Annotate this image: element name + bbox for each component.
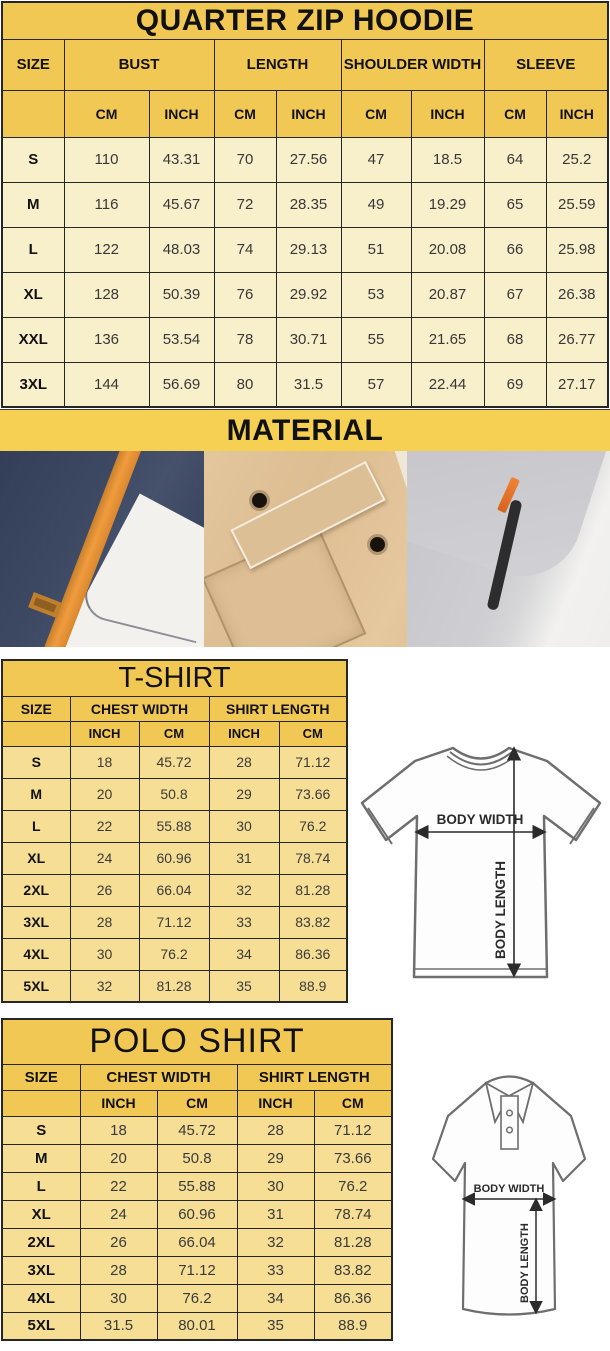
- hoodie-length-cm-cell: 72: [214, 182, 276, 227]
- polo-length-inch-cell: 34: [237, 1284, 314, 1312]
- hoodie-col-size: SIZE: [2, 39, 64, 90]
- hoodie-size-cell: XL: [2, 272, 64, 317]
- tshirt-empty-header-cell: [2, 721, 70, 746]
- body-length-label: BODY LENGTH: [519, 1223, 531, 1303]
- tshirt-size-cell: 4XL: [2, 938, 70, 970]
- tshirt-length-inch-cell: 31: [209, 842, 279, 874]
- tshirt-chest-inch-cell: 22: [70, 810, 139, 842]
- hoodie-col-bust: BUST: [64, 39, 214, 90]
- hoodie-size-cell: 3XL: [2, 362, 64, 407]
- tshirt-col-size: SIZE: [2, 696, 70, 721]
- polo-chest-cm-header: CM: [157, 1090, 237, 1116]
- polo-chest-cm-cell: 71.12: [157, 1256, 237, 1284]
- hoodie-shoulder-cm-cell: 51: [341, 227, 411, 272]
- polo-size-cell: M: [2, 1144, 80, 1172]
- tshirt-size-cell: S: [2, 746, 70, 778]
- polo-length-cm-cell: 81.28: [314, 1228, 392, 1256]
- pocket-button-right: [370, 537, 385, 552]
- tshirt-table-row: [2, 906, 347, 938]
- polo-measurement-diagram: [396, 1056, 608, 1347]
- hoodie-bust-cm-header: CM: [64, 90, 149, 137]
- tshirt-table-row: [2, 810, 347, 842]
- pocket-button-left: [252, 493, 267, 508]
- polo-length-cm-cell: 78.74: [314, 1200, 392, 1228]
- polo-size-cell: L: [2, 1172, 80, 1200]
- polo-length-cm-cell: 71.12: [314, 1116, 392, 1144]
- polo-chest-cm-cell: 76.2: [157, 1284, 237, 1312]
- polo-chest-cm-cell: 60.96: [157, 1200, 237, 1228]
- body-width-label: BODY WIDTH: [436, 812, 524, 827]
- tshirt-length-inch-cell: 32: [209, 874, 279, 906]
- polo-chest-cm-cell: 45.72: [157, 1116, 237, 1144]
- hoodie-col-shoulder-width: SHOULDER WIDTH: [341, 39, 484, 90]
- hoodie-col-sleeve: SLEEVE: [484, 39, 608, 90]
- tshirt-table-row: [2, 778, 347, 810]
- hoodie-shoulder-cm-cell: 53: [341, 272, 411, 317]
- hoodie-length-inch-cell: 30.71: [276, 317, 341, 362]
- tshirt-length-inch-cell: 30: [209, 810, 279, 842]
- body-width-label: BODY WIDTH: [473, 1183, 545, 1195]
- polo-chest-inch-header: INCH: [80, 1090, 157, 1116]
- polo-chest-inch-cell: 22: [80, 1172, 157, 1200]
- polo-table-row: [2, 1116, 392, 1144]
- hoodie-bust-inch-cell: 53.54: [149, 317, 214, 362]
- hoodie-shoulder-inch-cell: 19.29: [411, 182, 484, 227]
- tshirt-length-cm-cell: 73.66: [279, 778, 347, 810]
- polo-table-row: [2, 1256, 392, 1284]
- tshirt-chest-inch-header: INCH: [70, 721, 139, 746]
- grey-fleece-zip-pocket-photo: [407, 451, 610, 647]
- hoodie-shoulder-cm-header: CM: [341, 90, 411, 137]
- hoodie-sleeve-inch-cell: 25.98: [546, 227, 608, 272]
- hoodie-length-cm-cell: 76: [214, 272, 276, 317]
- polo-length-cm-header: CM: [314, 1090, 392, 1116]
- polo-col-shirt-length: SHIRT LENGTH: [237, 1064, 392, 1090]
- tshirt-size-cell: L: [2, 810, 70, 842]
- hoodie-table-row: [2, 182, 608, 227]
- polo-length-inch-cell: 35: [237, 1312, 314, 1340]
- polo-chest-cm-cell: 66.04: [157, 1228, 237, 1256]
- tshirt-chest-cm-cell: 60.96: [139, 842, 209, 874]
- tshirt-length-inch-header: INCH: [209, 721, 279, 746]
- polo-placket: [501, 1096, 518, 1149]
- hoodie-length-cm-cell: 80: [214, 362, 276, 407]
- tshirt-size-cell: 5XL: [2, 970, 70, 1002]
- tshirt-chest-inch-cell: 18: [70, 746, 139, 778]
- hoodie-sleeve-inch-cell: 26.38: [546, 272, 608, 317]
- hoodie-length-cm-header: CM: [214, 90, 276, 137]
- strap-buckle: [28, 592, 62, 618]
- tshirt-chest-inch-cell: 32: [70, 970, 139, 1002]
- polo-chart-title: POLO SHIRT: [2, 1019, 392, 1064]
- tshirt-chest-cm-header: CM: [139, 721, 209, 746]
- hoodie-sleeve-inch-cell: 25.2: [546, 137, 608, 182]
- tshirt-chest-inch-cell: 28: [70, 906, 139, 938]
- hoodie-bust-inch-cell: 43.31: [149, 137, 214, 182]
- hoodie-shoulder-inch-header: INCH: [411, 90, 484, 137]
- hoodie-table-row: [2, 137, 608, 182]
- hoodie-sleeve-cm-cell: 64: [484, 137, 546, 182]
- tshirt-col-shirt-length: SHIRT LENGTH: [209, 696, 347, 721]
- polo-size-cell: 5XL: [2, 1312, 80, 1340]
- hoodie-sleeve-inch-cell: 26.77: [546, 317, 608, 362]
- polo-table-row: [2, 1284, 392, 1312]
- hoodie-shoulder-cm-cell: 49: [341, 182, 411, 227]
- tshirt-table-row: [2, 938, 347, 970]
- hoodie-length-cm-cell: 74: [214, 227, 276, 272]
- hoodie-shoulder-inch-cell: 22.44: [411, 362, 484, 407]
- hoodie-sleeve-cm-cell: 67: [484, 272, 546, 317]
- tshirt-length-cm-cell: 83.82: [279, 906, 347, 938]
- tshirt-chest-cm-cell: 50.8: [139, 778, 209, 810]
- tshirt-size-cell: 2XL: [2, 874, 70, 906]
- tshirt-chest-cm-cell: 45.72: [139, 746, 209, 778]
- polo-col-size: SIZE: [2, 1064, 80, 1090]
- hoodie-bust-inch-cell: 56.69: [149, 362, 214, 407]
- hoodie-length-inch-cell: 27.56: [276, 137, 341, 182]
- hoodie-size-chart: [1, 1, 609, 408]
- hoodie-bust-inch-header: INCH: [149, 90, 214, 137]
- hoodie-bust-cm-cell: 136: [64, 317, 149, 362]
- polo-length-cm-cell: 76.2: [314, 1172, 392, 1200]
- polo-chest-cm-cell: 50.8: [157, 1144, 237, 1172]
- tshirt-size-cell: 3XL: [2, 906, 70, 938]
- hoodie-bust-inch-cell: 45.67: [149, 182, 214, 227]
- tshirt-length-cm-cell: 81.28: [279, 874, 347, 906]
- khaki-button-flap-pocket-photo: [204, 451, 407, 647]
- hoodie-sleeve-cm-cell: 68: [484, 317, 546, 362]
- polo-table-row: [2, 1200, 392, 1228]
- tshirt-chest-cm-cell: 55.88: [139, 810, 209, 842]
- polo-length-inch-cell: 28: [237, 1116, 314, 1144]
- navy-fleece-orange-zip-pull-photo: [0, 451, 204, 647]
- polo-size-cell: XL: [2, 1200, 80, 1228]
- polo-section: [0, 1018, 610, 1347]
- polo-table-row: [2, 1172, 392, 1200]
- tshirt-section: [0, 659, 610, 1006]
- tshirt-chest-cm-cell: 76.2: [139, 938, 209, 970]
- hoodie-sleeve-inch-cell: 27.17: [546, 362, 608, 407]
- tshirt-length-inch-cell: 29: [209, 778, 279, 810]
- hoodie-length-cm-cell: 70: [214, 137, 276, 182]
- tshirt-col-chest-width: CHEST WIDTH: [70, 696, 209, 721]
- hoodie-bust-cm-cell: 144: [64, 362, 149, 407]
- hoodie-sleeve-cm-cell: 65: [484, 182, 546, 227]
- hoodie-length-inch-header: INCH: [276, 90, 341, 137]
- tshirt-length-cm-cell: 88.9: [279, 970, 347, 1002]
- hoodie-shoulder-cm-cell: 55: [341, 317, 411, 362]
- tshirt-length-cm-header: CM: [279, 721, 347, 746]
- tshirt-chest-cm-cell: 81.28: [139, 970, 209, 1002]
- polo-length-inch-cell: 33: [237, 1256, 314, 1284]
- tshirt-table-row: [2, 842, 347, 874]
- hoodie-shoulder-inch-cell: 20.87: [411, 272, 484, 317]
- hoodie-shoulder-inch-cell: 18.5: [411, 137, 484, 182]
- polo-length-cm-cell: 88.9: [314, 1312, 392, 1340]
- hoodie-chart-title: QUARTER ZIP HOODIE: [2, 2, 608, 39]
- polo-chest-inch-cell: 18: [80, 1116, 157, 1144]
- hoodie-table-row: [2, 227, 608, 272]
- tshirt-size-chart: [1, 659, 348, 1003]
- hoodie-table-row: [2, 317, 608, 362]
- polo-chest-inch-cell: 26: [80, 1228, 157, 1256]
- hoodie-length-inch-cell: 29.13: [276, 227, 341, 272]
- hoodie-bust-cm-cell: 122: [64, 227, 149, 272]
- polo-empty-header-cell: [2, 1090, 80, 1116]
- hoodie-bust-cm-cell: 110: [64, 137, 149, 182]
- hoodie-sleeve-cm-cell: 66: [484, 227, 546, 272]
- polo-chest-inch-cell: 31.5: [80, 1312, 157, 1340]
- tshirt-table-row: [2, 746, 347, 778]
- tshirt-length-inch-cell: 35: [209, 970, 279, 1002]
- polo-size-cell: 4XL: [2, 1284, 80, 1312]
- polo-size-cell: 3XL: [2, 1256, 80, 1284]
- hoodie-length-inch-cell: 31.5: [276, 362, 341, 407]
- hoodie-size-cell: M: [2, 182, 64, 227]
- hoodie-length-inch-cell: 29.92: [276, 272, 341, 317]
- tshirt-length-inch-cell: 34: [209, 938, 279, 970]
- tshirt-table-row: [2, 970, 347, 1002]
- hoodie-shoulder-cm-cell: 57: [341, 362, 411, 407]
- hoodie-shoulder-inch-cell: 20.08: [411, 227, 484, 272]
- tshirt-outline: [362, 748, 600, 977]
- polo-chest-inch-cell: 24: [80, 1200, 157, 1228]
- hoodie-size-cell: XXL: [2, 317, 64, 362]
- tshirt-chest-inch-cell: 30: [70, 938, 139, 970]
- tshirt-size-cell: XL: [2, 842, 70, 874]
- tshirt-chart-title: T-SHIRT: [2, 660, 347, 696]
- tshirt-length-inch-cell: 28: [209, 746, 279, 778]
- tshirt-measurement-diagram: [352, 711, 610, 1006]
- polo-chest-inch-cell: 30: [80, 1284, 157, 1312]
- polo-size-chart: [1, 1018, 393, 1341]
- polo-length-cm-cell: 86.36: [314, 1284, 392, 1312]
- polo-size-cell: 2XL: [2, 1228, 80, 1256]
- hoodie-bust-inch-cell: 50.39: [149, 272, 214, 317]
- polo-chest-cm-cell: 80.01: [157, 1312, 237, 1340]
- polo-chest-cm-cell: 55.88: [157, 1172, 237, 1200]
- tshirt-length-inch-cell: 33: [209, 906, 279, 938]
- hoodie-bust-cm-cell: 116: [64, 182, 149, 227]
- tshirt-length-cm-cell: 78.74: [279, 842, 347, 874]
- tshirt-length-cm-cell: 76.2: [279, 810, 347, 842]
- hoodie-bust-cm-cell: 128: [64, 272, 149, 317]
- polo-length-cm-cell: 83.82: [314, 1256, 392, 1284]
- hoodie-table-row: [2, 362, 608, 407]
- polo-length-inch-cell: 30: [237, 1172, 314, 1200]
- tshirt-size-cell: M: [2, 778, 70, 810]
- polo-table-row: [2, 1228, 392, 1256]
- hoodie-shoulder-cm-cell: 47: [341, 137, 411, 182]
- tshirt-chest-inch-cell: 26: [70, 874, 139, 906]
- hoodie-size-cell: S: [2, 137, 64, 182]
- tshirt-chest-inch-cell: 24: [70, 842, 139, 874]
- polo-table-row: [2, 1144, 392, 1172]
- body-length-label: BODY LENGTH: [493, 860, 508, 959]
- hoodie-sleeve-cm-header: CM: [484, 90, 546, 137]
- polo-col-chest-width: CHEST WIDTH: [80, 1064, 237, 1090]
- polo-length-inch-cell: 32: [237, 1228, 314, 1256]
- hoodie-table-row: [2, 272, 608, 317]
- hoodie-sleeve-inch-header: INCH: [546, 90, 608, 137]
- hoodie-length-cm-cell: 78: [214, 317, 276, 362]
- hoodie-sleeve-inch-cell: 25.59: [546, 182, 608, 227]
- polo-length-inch-header: INCH: [237, 1090, 314, 1116]
- tshirt-chest-cm-cell: 66.04: [139, 874, 209, 906]
- hoodie-sleeve-cm-cell: 69: [484, 362, 546, 407]
- tshirt-chest-cm-cell: 71.12: [139, 906, 209, 938]
- polo-size-cell: S: [2, 1116, 80, 1144]
- polo-table-row: [2, 1312, 392, 1340]
- tshirt-length-cm-cell: 71.12: [279, 746, 347, 778]
- hoodie-length-inch-cell: 28.35: [276, 182, 341, 227]
- polo-chest-inch-cell: 28: [80, 1256, 157, 1284]
- hoodie-col-length: LENGTH: [214, 39, 341, 90]
- polo-length-inch-cell: 31: [237, 1200, 314, 1228]
- polo-length-inch-cell: 29: [237, 1144, 314, 1172]
- polo-chest-inch-cell: 20: [80, 1144, 157, 1172]
- material-heading: MATERIAL: [0, 409, 610, 451]
- tshirt-chest-inch-cell: 20: [70, 778, 139, 810]
- tshirt-length-cm-cell: 86.36: [279, 938, 347, 970]
- hoodie-size-cell: L: [2, 227, 64, 272]
- hoodie-bust-inch-cell: 48.03: [149, 227, 214, 272]
- polo-length-cm-cell: 73.66: [314, 1144, 392, 1172]
- hoodie-empty-header-cell: [2, 90, 64, 137]
- material-photos: [0, 451, 610, 647]
- hoodie-shoulder-inch-cell: 21.65: [411, 317, 484, 362]
- tshirt-table-row: [2, 874, 347, 906]
